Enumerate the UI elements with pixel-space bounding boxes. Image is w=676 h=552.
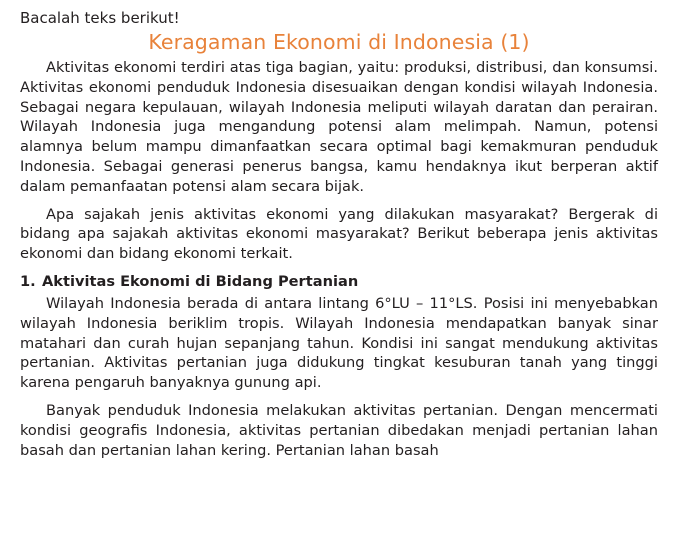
paragraph-agriculture: Banyak penduduk Indonesia melakukan aktivitas pertanian. Dengan mencermati kondisi geografis Indonesia, aktivitas pertanian dibedakan menjadi pertanian lahan basah dan pertanian lahan kering. Pertanian lahan basah xyxy=(20,401,658,459)
section-number: 1. xyxy=(20,272,36,290)
paragraph-economic-activities: Aktivitas ekonomi terdiri atas tiga bagian, yaitu: produksi, distribusi, dan konsumsi. Aktivitas ekonomi penduduk Indonesia disesuaikan dengan kondisi wilayah Indonesia. Sebagai negara kepulauan, wilayah Indonesia meliputi wilayah daratan dan perairan. Wilayah Indonesia juga mengandung potensi alam melimpah. Namun, potensi alamnya belum mampu dimanfaatkan secara optimal bagi kemakmuran penduduk Indonesia. Sebagai generasi penerus bangsa, kamu hendaknya ikut berperan aktif dalam pemanfaatan potensi alam secara bijak. xyxy=(20,59,658,195)
section-heading-text: Aktivitas Ekonomi di Bidang Pertanian xyxy=(42,272,359,290)
paragraph-location: Wilayah Indonesia berada di antara lintang 6°LU – 11°LS. Posisi ini menyebabkan wilayah Indonesia beriklim tropis. Wilayah Indonesia mendapatkan banyak sinar matahari dan curah hujan sepanjang tahun. Kondisi ini sangat mendukung aktivitas pertanian. Aktivitas pertanian juga didukung tingkat kesuburan tanah yang tinggi karena pengaruh banyaknya gunung api. xyxy=(20,294,658,392)
intro-instruction: Bacalah teks berikut! xyxy=(20,9,180,27)
paragraph-questions: Apa sajakah jenis aktivitas ekonomi yang dilakukan masyarakat? Bergerak di bidang apa sajakah aktivitas ekonomi masyarakat? Berikut beberapa jenis aktivitas ekonomi dan bidang ekonomi terkait. xyxy=(20,205,658,263)
document-page xyxy=(20,8,658,460)
section-heading xyxy=(20,272,658,292)
page-title: Keragaman Ekonomi di Indonesia (1) xyxy=(148,30,530,54)
